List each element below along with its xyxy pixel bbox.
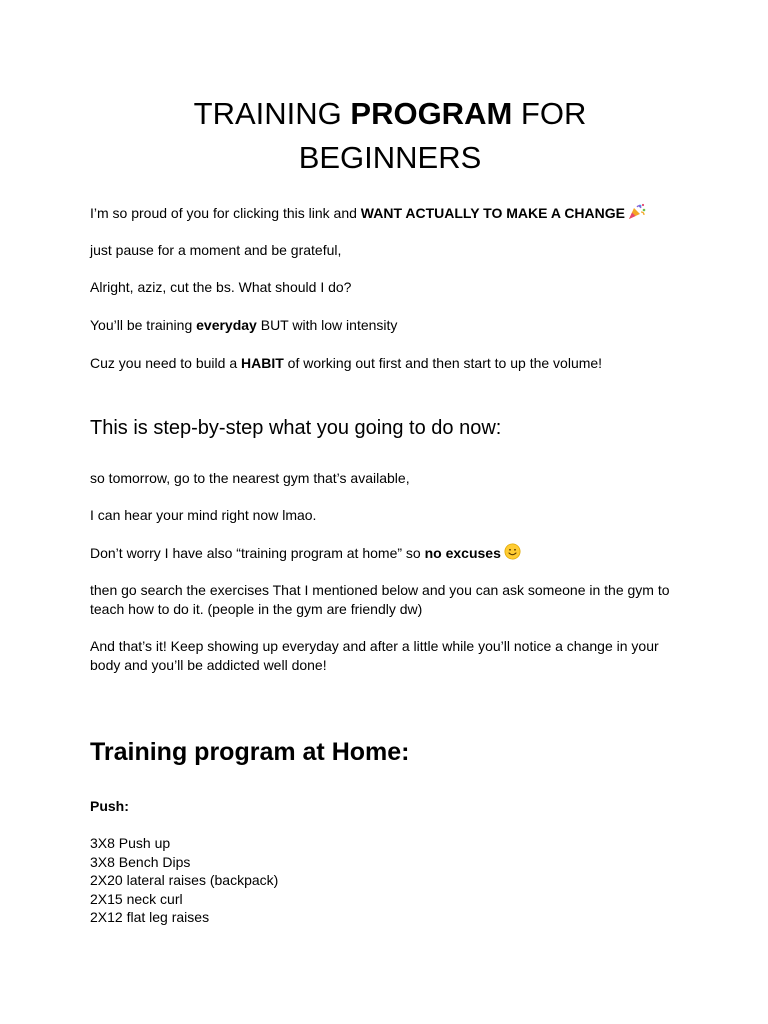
intro-paragraph-5 — [90, 354, 680, 373]
exercise-item: 2X15 neck curl — [90, 890, 183, 907]
exercise-item: 2X12 flat leg raises — [90, 909, 210, 926]
title-line-2: BEGINNERS — [298, 140, 482, 175]
intro-p1-text: I’m so proud of you for clicking this link and — [90, 205, 361, 221]
steps-heading: This is step-by-step what you going to do now: — [90, 417, 502, 439]
push-label-text: Push: — [90, 798, 129, 814]
exercise-item: 3X8 Push up — [90, 835, 171, 851]
step-p4-line-2: teach how to do it. (people in the gym are friendly dw) — [90, 601, 423, 617]
party-popper-icon — [628, 203, 646, 225]
smiling-face-icon — [504, 543, 521, 565]
intro-paragraph-2: just pause for a moment and be grateful, — [90, 242, 342, 258]
step-paragraph-3 — [90, 543, 680, 565]
step-paragraph-4 — [90, 581, 680, 619]
title-part-3: FOR — [512, 96, 587, 131]
exercise-item: 3X8 Bench Dips — [90, 853, 191, 870]
intro-p4-bold: everyday — [196, 317, 257, 333]
exercise-list — [90, 834, 278, 927]
step-paragraph-1: so tomorrow, go to the nearest gym that’s available, — [90, 470, 410, 486]
intro-paragraph-4 — [90, 316, 680, 335]
intro-p4-text-end: BUT with low intensity — [256, 317, 398, 333]
intro-paragraph-3: Alright, aziz, cut the bs. What should I do? — [90, 279, 352, 295]
step-p3-bold: no excuses — [424, 545, 501, 561]
step-paragraph-2: I can hear your mind right now lmao. — [90, 507, 317, 523]
title-line-1 — [90, 92, 690, 136]
intro-p4-text: You’ll be training — [90, 317, 197, 333]
step-p3-text: Don’t worry I have also “training program at home” so — [90, 545, 425, 561]
intro-p5-text-end: of working out first and then start to up the volume! — [283, 355, 603, 371]
step-p4-line-1: then go search the exercises That I mentioned below and you can ask someone in the gym to — [90, 582, 670, 598]
intro-paragraph-1 — [90, 203, 680, 225]
exercise-item: 2X20 lateral raises (backpack) — [90, 872, 279, 889]
intro-p5-text: Cuz you need to build a — [90, 355, 241, 371]
intro-p5-bold: HABIT — [241, 355, 284, 371]
title-part-1: TRAINING — [193, 96, 351, 131]
push-label — [90, 797, 680, 816]
home-program-heading: Training program at Home: — [90, 738, 410, 766]
intro-p1-bold: WANT ACTUALLY TO MAKE A CHANGE — [360, 205, 625, 221]
step-paragraph-5 — [90, 637, 680, 675]
title-part-2: PROGRAM — [350, 96, 513, 131]
document-title — [90, 92, 690, 180]
step-p5-line-1: And that’s it! Keep showing up everyday and after a little while you’ll notice a change in your — [90, 638, 659, 654]
step-p5-line-2: body and you’ll be addicted well done! — [90, 657, 327, 673]
